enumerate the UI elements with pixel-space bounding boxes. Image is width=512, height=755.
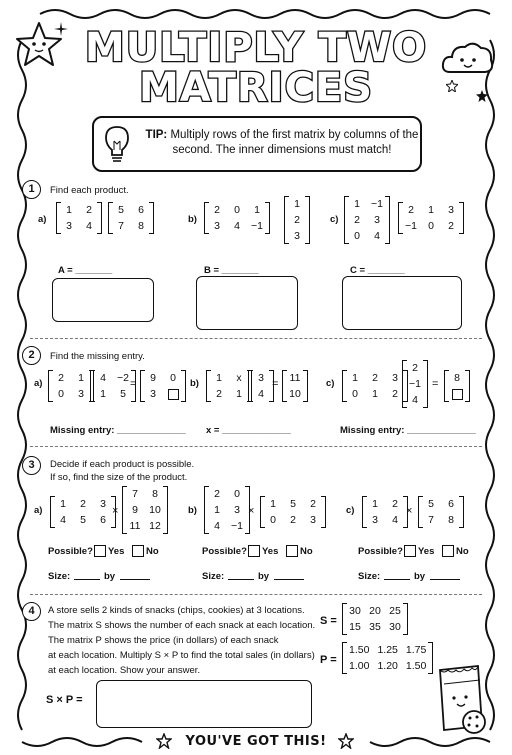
- q3a-possible-label: Possible?: [48, 546, 93, 557]
- matrix-bracket-left: [342, 603, 347, 635]
- matrix-entry: 4: [258, 388, 264, 400]
- matrix-entry[interactable]: [163, 386, 183, 402]
- matrix-entry: 0: [234, 488, 240, 500]
- q2-answer-c: Missing entry: _____________: [340, 425, 476, 436]
- matrix-entry: 5: [428, 498, 434, 510]
- q3a-yes-checkbox[interactable]: [94, 545, 106, 557]
- matrix-q3c2: [418, 496, 464, 528]
- q2-answer-a: Missing entry: _____________: [50, 425, 186, 436]
- matrix-entry[interactable]: [447, 386, 467, 402]
- matrix-entry: 2: [310, 498, 316, 510]
- q1-part-c-label: c): [330, 214, 339, 225]
- matrix-entry: 6: [448, 498, 454, 510]
- matrix-grid: [111, 202, 151, 234]
- missing-entry-box[interactable]: [452, 389, 463, 400]
- matrix-grid: [365, 496, 405, 528]
- matrix-q1c1: [344, 196, 390, 244]
- q3b-no-label: No: [300, 546, 313, 557]
- cookie-icon: [460, 708, 488, 736]
- matrix-bracket-left: [204, 486, 209, 534]
- matrix-entry: 12: [149, 520, 161, 532]
- matrix-entry: 3: [214, 220, 220, 232]
- question-2-instruction: Find the missing entry.: [50, 351, 145, 362]
- matrix-grid: [421, 496, 461, 528]
- p-matrix-label: P =: [320, 654, 337, 666]
- matrix-q2b2: [248, 370, 274, 402]
- matrix-grid: [345, 642, 430, 674]
- matrix-q3a2: [122, 486, 168, 534]
- matrix-q2c1: [342, 370, 408, 402]
- matrix-entry: 1.75: [405, 644, 427, 656]
- q3c-yes-checkbox[interactable]: [404, 545, 416, 557]
- matrix-entry: 4: [234, 220, 240, 232]
- tip-label: TIP:: [145, 129, 168, 141]
- matrix-bracket-left: [282, 370, 287, 402]
- matrix-entry: 0: [58, 388, 64, 400]
- matrix-entry: −1: [405, 220, 417, 232]
- matrix-grid: [207, 486, 247, 534]
- times-sign: ×: [406, 505, 413, 517]
- matrix-entry: 1: [270, 498, 276, 510]
- times-sign: ×: [112, 505, 119, 517]
- matrix-bracket-right: [385, 196, 390, 244]
- matrix-entry: 25: [389, 605, 401, 617]
- matrix-bracket-left: [248, 370, 253, 402]
- q4-answer-label: S × P =: [46, 694, 83, 706]
- matrix-grid: [143, 370, 183, 402]
- q1-answer-box-a[interactable]: [52, 278, 154, 322]
- q3c-possible-label: Possible?: [358, 546, 403, 557]
- q3c-no-label: No: [456, 546, 469, 557]
- matrix-entry: 0: [234, 204, 240, 216]
- matrix-q3b2: [260, 496, 326, 528]
- matrix-entry: 3: [78, 388, 84, 400]
- matrix-bracket-right: [163, 486, 168, 534]
- matrix-entry: 7: [118, 220, 124, 232]
- matrix-entry: 2: [294, 214, 300, 226]
- matrix-entry: 4: [374, 230, 380, 242]
- matrix-bracket-left: [362, 496, 367, 528]
- q3a-no-checkbox[interactable]: [132, 545, 144, 557]
- matrix-entry: 8: [454, 372, 460, 384]
- matrix-q2b3: [282, 370, 308, 402]
- matrix-bracket-left: [140, 370, 145, 402]
- matrix-entry: 4: [214, 520, 220, 532]
- equals-sign: =: [432, 378, 439, 390]
- question-3-number: 3: [22, 456, 41, 475]
- matrix-bracket-right: [303, 370, 308, 402]
- matrix-entry: 2: [448, 220, 454, 232]
- tip-box: [92, 116, 422, 172]
- matrix-entry: 5: [290, 498, 296, 510]
- lightbulb-icon: [102, 123, 132, 167]
- matrix-entry: 4: [412, 394, 418, 406]
- matrix-entry: 2: [214, 204, 220, 216]
- matrix-bracket-right: [423, 360, 428, 408]
- matrix-bracket-right: [149, 202, 154, 234]
- matrix-entry: 30: [389, 621, 401, 633]
- q3b-possible-label: Possible?: [202, 546, 247, 557]
- matrix-entry: 2: [412, 362, 418, 374]
- matrix-bracket-left: [48, 370, 53, 402]
- matrix-entry: −1: [409, 378, 421, 390]
- matrix-entry: −2: [117, 372, 129, 384]
- matrix-bracket-right: [321, 496, 326, 528]
- matrix-entry: 2: [392, 388, 398, 400]
- matrix-entry: 9: [132, 504, 138, 516]
- matrix-entry: 1.25: [377, 644, 398, 656]
- matrix-entry: 2: [290, 514, 296, 526]
- matrix-entry: 0: [170, 372, 176, 384]
- matrix-entry: 35: [369, 621, 381, 633]
- matrix-grid: [345, 370, 405, 402]
- matrix-bracket-right: [403, 603, 408, 635]
- q3a-yes-label: Yes: [108, 546, 125, 557]
- matrix-entry: 3: [234, 504, 240, 516]
- matrix-entry: 1: [236, 388, 242, 400]
- q3c-no-checkbox[interactable]: [442, 545, 454, 557]
- matrix-entry: −1: [231, 520, 243, 532]
- matrix-entry: 1: [352, 372, 358, 384]
- question-4-number: 4: [22, 602, 41, 621]
- matrix-entry: 1: [66, 204, 72, 216]
- equals-sign: =: [272, 378, 279, 390]
- matrix-p: [342, 642, 433, 674]
- matrix-entry: 1: [372, 388, 378, 400]
- q3c-by-label: by: [414, 571, 426, 582]
- matrix-bracket-left: [402, 360, 407, 408]
- matrix-entry: 3: [374, 214, 380, 226]
- matrix-q1a2: [108, 202, 154, 234]
- q3c-yes-label: Yes: [418, 546, 435, 557]
- matrix-entry: 1: [100, 388, 106, 400]
- q3b-no-checkbox[interactable]: [286, 545, 298, 557]
- matrix-entry: 30: [349, 605, 361, 617]
- matrix-entry: 3: [150, 388, 156, 400]
- q2-answer-b: x = _____________: [206, 425, 291, 436]
- q3c-cols-blank[interactable]: [430, 579, 460, 580]
- q3c-rows-blank[interactable]: [384, 579, 410, 580]
- matrix-bracket-left: [206, 370, 211, 402]
- q1-part-b-label: b): [188, 214, 197, 225]
- matrix-entry: x: [236, 372, 242, 384]
- matrix-q2a1: [48, 370, 94, 402]
- matrix-q1c2: [398, 202, 464, 234]
- q4-line-4: at each location. Multiply S × P to find the total sales (in dollars): [48, 650, 315, 661]
- matrix-entry: 2: [372, 372, 378, 384]
- q3a-rows-blank[interactable]: [74, 579, 100, 580]
- q4-line-5: at each location. Show your answer.: [48, 665, 201, 676]
- matrix-grid: [59, 202, 99, 234]
- matrix-entry: 3: [392, 372, 398, 384]
- q2-part-b-label: b): [190, 378, 199, 389]
- matrix-grid: [285, 370, 305, 402]
- q3b-by-label: by: [258, 571, 270, 582]
- q3-part-c-label: c): [346, 505, 355, 516]
- s-matrix-label: S =: [320, 615, 337, 627]
- matrix-entry: 6: [138, 204, 144, 216]
- matrix-entry: 2: [216, 388, 222, 400]
- matrix-entry: 20: [369, 605, 381, 617]
- matrix-bracket-left: [90, 370, 95, 402]
- matrix-bracket-right: [465, 370, 470, 402]
- matrix-bracket-left: [398, 202, 403, 234]
- matrix-entry: 15: [349, 621, 361, 633]
- q3-part-b-label: b): [188, 505, 197, 516]
- q3-part-a-label: a): [34, 505, 43, 516]
- matrix-entry: 4: [86, 220, 92, 232]
- matrix-entry: 2: [354, 214, 360, 226]
- matrix-bracket-left: [444, 370, 449, 402]
- matrix-q2c2: [402, 360, 428, 408]
- matrix-q2a3: [140, 370, 186, 402]
- matrix-entry: 1: [254, 204, 260, 216]
- matrix-entry: 1: [372, 498, 378, 510]
- matrix-entry: 7: [428, 514, 434, 526]
- matrix-entry: 5: [120, 388, 126, 400]
- matrix-bracket-left: [204, 202, 209, 234]
- matrix-grid: [401, 202, 461, 234]
- matrix-q3b1: [204, 486, 250, 534]
- q4-answer-box[interactable]: [96, 680, 312, 728]
- q3a-size-label: Size:: [48, 571, 71, 582]
- matrix-bracket-right: [305, 196, 310, 244]
- q1-answer-a: A = _______: [58, 265, 113, 276]
- q2-part-a-label: a): [34, 378, 43, 389]
- matrix-entry: 6: [100, 514, 106, 526]
- matrix-bracket-right: [97, 202, 102, 234]
- matrix-entry: 2: [86, 204, 92, 216]
- footer-star-right-icon: [338, 733, 354, 749]
- matrix-entry: 3: [66, 220, 72, 232]
- matrix-grid: [93, 370, 133, 402]
- matrix-bracket-right: [265, 202, 270, 234]
- q4-line-2: The matrix S shows the number of each snack at each location.: [48, 620, 316, 631]
- matrix-grid: [209, 370, 249, 402]
- matrix-entry: 0: [428, 220, 434, 232]
- section-divider-1: [30, 338, 482, 339]
- q1-answer-box-c[interactable]: [342, 276, 462, 330]
- matrix-grid: [263, 496, 323, 528]
- page-title-line1: MULTIPLY TWO: [84, 25, 428, 71]
- equals-sign: =: [130, 378, 137, 390]
- matrix-grid: [53, 496, 113, 528]
- matrix-bracket-left: [418, 496, 423, 528]
- matrix-grid: [251, 370, 271, 402]
- matrix-entry: 1.50: [405, 660, 427, 672]
- matrix-entry: 0: [354, 230, 360, 242]
- matrix-entry: 1.20: [377, 660, 398, 672]
- q3b-yes-checkbox[interactable]: [248, 545, 260, 557]
- matrix-bracket-right: [181, 370, 186, 402]
- matrix-grid: [287, 196, 307, 244]
- matrix-grid: [207, 202, 267, 234]
- q4-line-1: A store sells 2 kinds of snacks (chips, cookies) at 3 locations.: [48, 605, 305, 616]
- question-3-instruction-2: If so, find the size of the product.: [50, 472, 188, 483]
- matrix-entry: 1: [216, 372, 222, 384]
- matrix-q2c3: [444, 370, 470, 402]
- matrix-entry: 3: [258, 372, 264, 384]
- matrix-entry: 3: [294, 230, 300, 242]
- question-1-number: 1: [22, 180, 41, 199]
- q3b-rows-blank[interactable]: [228, 579, 254, 580]
- matrix-q3a1: [50, 496, 119, 528]
- matrix-entry: 3: [372, 514, 378, 526]
- matrix-entry: 10: [149, 504, 161, 516]
- matrix-entry: 11: [129, 520, 141, 532]
- matrix-entry: 1: [354, 198, 360, 210]
- q4-line-3: The matrix P shows the price (in dollars) of each snack: [48, 635, 279, 646]
- matrix-q1b2: [284, 196, 310, 244]
- matrix-entry: 1: [214, 504, 220, 516]
- q1-answer-c: C = _______: [350, 265, 405, 276]
- times-sign: ×: [248, 505, 255, 517]
- matrix-entry: 2: [392, 498, 398, 510]
- matrix-q3c1: [362, 496, 408, 528]
- q3a-no-label: No: [146, 546, 159, 557]
- matrix-entry: 1: [78, 372, 84, 384]
- q3b-yes-label: Yes: [262, 546, 279, 557]
- matrix-q1a1: [56, 202, 102, 234]
- matrix-grid: [347, 196, 387, 244]
- matrix-entry: 2: [80, 498, 86, 510]
- matrix-bracket-right: [459, 202, 464, 234]
- question-2-number: 2: [22, 346, 41, 365]
- matrix-bracket-left: [342, 642, 347, 674]
- page-title-line2: MATRICES: [138, 65, 374, 111]
- matrix-entry: 1: [60, 498, 66, 510]
- matrix-entry: 8: [152, 488, 158, 500]
- matrix-entry: 10: [289, 388, 301, 400]
- tip-body: Multiply rows of the first matrix by columns of the second. The inner dimensions must match!: [167, 129, 419, 156]
- q1-answer-box-b[interactable]: [196, 276, 298, 330]
- missing-entry-box[interactable]: [168, 389, 179, 400]
- q3a-cols-blank[interactable]: [120, 579, 150, 580]
- matrix-entry: 4: [100, 372, 106, 384]
- matrix-bracket-left: [122, 486, 127, 534]
- q2-part-c-label: c): [326, 378, 335, 389]
- matrix-q2b1: [206, 370, 252, 402]
- matrix-bracket-left: [342, 370, 347, 402]
- matrix-grid: [125, 486, 165, 534]
- matrix-entry: 4: [60, 514, 66, 526]
- matrix-bracket-left: [260, 496, 265, 528]
- matrix-entry: 5: [118, 204, 124, 216]
- matrix-entry: 3: [448, 204, 454, 216]
- section-divider-2: [30, 446, 482, 447]
- matrix-bracket-left: [108, 202, 113, 234]
- footer-encouragement: YOU'VE GOT THIS!: [185, 734, 327, 749]
- matrix-entry: 8: [448, 514, 454, 526]
- matrix-entry: 7: [132, 488, 138, 500]
- q3b-cols-blank[interactable]: [274, 579, 304, 580]
- q3a-by-label: by: [104, 571, 116, 582]
- section-divider-3: [30, 594, 482, 595]
- matrix-grid: [345, 603, 405, 635]
- matrix-bracket-left: [56, 202, 61, 234]
- matrix-entry: −1: [251, 220, 263, 232]
- tip-text: [142, 128, 422, 158]
- question-3-instruction-1: Decide if each product is possible.: [50, 459, 195, 470]
- matrix-entry: −1: [371, 198, 383, 210]
- matrix-bracket-left: [344, 196, 349, 244]
- q1-answer-b: B = _______: [204, 265, 259, 276]
- matrix-bracket-left: [50, 496, 55, 528]
- matrix-bracket-right: [459, 496, 464, 528]
- matrix-entry: 1.00: [349, 660, 370, 672]
- matrix-entry: 1.50: [349, 644, 370, 656]
- matrix-entry: 4: [392, 514, 398, 526]
- matrix-entry: 0: [270, 514, 276, 526]
- q3b-size-label: Size:: [202, 571, 225, 582]
- matrix-entry: 8: [138, 220, 144, 232]
- matrix-entry: 2: [408, 204, 414, 216]
- matrix-entry: 1: [428, 204, 434, 216]
- matrix-entry: 2: [214, 488, 220, 500]
- matrix-bracket-left: [284, 196, 289, 244]
- question-1-instruction: Find each product.: [50, 185, 129, 196]
- matrix-grid: [447, 370, 467, 402]
- q3c-size-label: Size:: [358, 571, 381, 582]
- q1-part-a-label: a): [38, 214, 47, 225]
- matrix-entry: 11: [289, 372, 301, 384]
- matrix-entry: 0: [352, 388, 358, 400]
- matrix-grid: [405, 360, 425, 408]
- matrix-entry: 9: [150, 372, 156, 384]
- matrix-s: [342, 603, 408, 635]
- matrix-entry: 5: [80, 514, 86, 526]
- matrix-entry: 2: [58, 372, 64, 384]
- matrix-grid: [51, 370, 91, 402]
- matrix-q1b1: [204, 202, 270, 234]
- matrix-entry: 3: [310, 514, 316, 526]
- matrix-entry: 3: [100, 498, 106, 510]
- matrix-entry: 1: [294, 198, 300, 210]
